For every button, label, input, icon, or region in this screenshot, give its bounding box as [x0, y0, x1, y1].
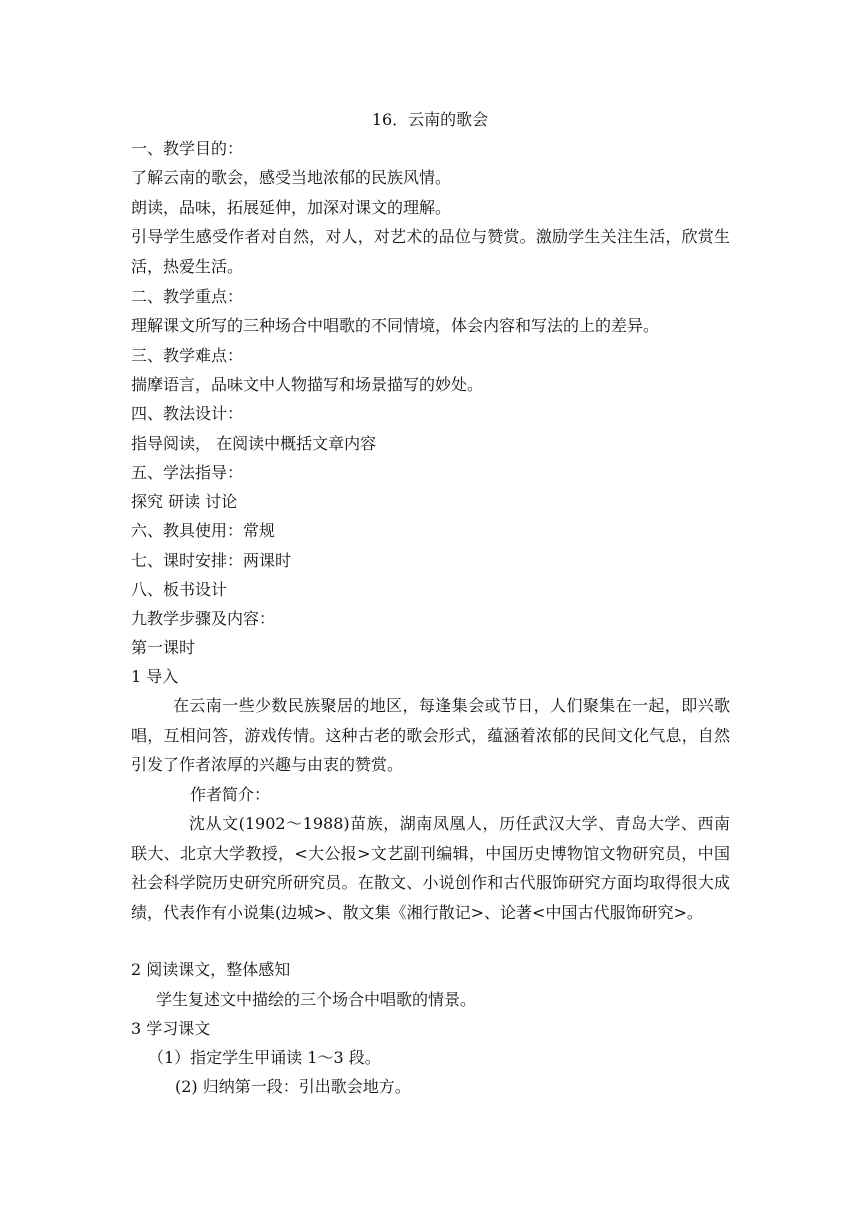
document-title: 16．云南的歌会 — [371, 110, 489, 129]
author-paragraph: 沈从文(1902～1988)苗族，湖南凤凰人，历任武汉大学、青岛大学、西南联大、北京大学教授，<大公报>文艺副刊编辑，中国历史博物馆文物研究员，中国社会科学院历史研究所研究员。在散文、小说创作和古代服饰研究方面均取得很大成绩，代表作有小说集(边城>、散文集《湘行散记>、论著<中国古代服饰研究>。 — [131, 814, 730, 922]
step-heading-intro: 1 导入 — [131, 667, 179, 686]
author-heading: 作者简介： — [190, 785, 271, 804]
section-heading-key-points: 二、教学重点： — [131, 287, 244, 306]
section-heading-board: 八、板书设计 — [131, 580, 228, 599]
text-line: 朗读，品味，拓展延伸，加深对课文的理解。 — [131, 198, 452, 217]
text-line: 学生复述文中描绘的三个场合中唱歌的情景。 — [156, 990, 477, 1009]
section-heading-difficulties: 三、教学难点： — [131, 346, 244, 365]
text-line: （1）指定学生甲诵读 1～3 段。 — [148, 1048, 381, 1067]
section-heading-objectives: 一、教学目的： — [131, 139, 244, 158]
section-heading-schedule: 七、课时安排：两课时 — [131, 551, 292, 570]
text-paragraph: 引导学生感受作者对自然，对人，对艺术的品位与赞赏。激励学生关注生活，欣赏生活，热爱生活。 — [131, 227, 730, 276]
section-heading-steps: 九教学步骤及内容： — [131, 609, 276, 628]
text-line: (2) 归纳第一段：引出歌会地方。 — [175, 1077, 411, 1096]
section-heading-tools: 六、教具使用：常规 — [131, 521, 276, 540]
intro-paragraph: 在云南一些少数民族聚居的地区，每逢集会或节日，人们聚集在一起，即兴歌唱，互相问答，游戏传情。这种古老的歌会形式，蕴涵着浓郁的民间文化气息，自然引发了作者浓厚的兴趣与由衷的赞赏。 — [131, 696, 730, 774]
step-heading-reading: 2 阅读课文，整体感知 — [131, 960, 291, 979]
text-line: 了解云南的歌会，感受当地浓郁的民族风情。 — [131, 168, 452, 187]
text-line: 指导阅读， 在阅读中概括文章内容 — [131, 434, 377, 453]
text-line: 探究 研读 讨论 — [131, 492, 238, 511]
text-line: 理解课文所写的三种场合中唱歌的不同情境，体会内容和写法的上的差异。 — [131, 316, 660, 335]
section-heading-learning-method: 五、学法指导： — [131, 463, 244, 482]
text-line: 揣摩语言，品味文中人物描写和场景描写的妙处。 — [131, 375, 484, 394]
step-heading-study: 3 学习课文 — [131, 1019, 211, 1038]
lesson-heading: 第一课时 — [131, 638, 196, 657]
section-heading-teaching-method: 四、教法设计： — [131, 404, 244, 423]
